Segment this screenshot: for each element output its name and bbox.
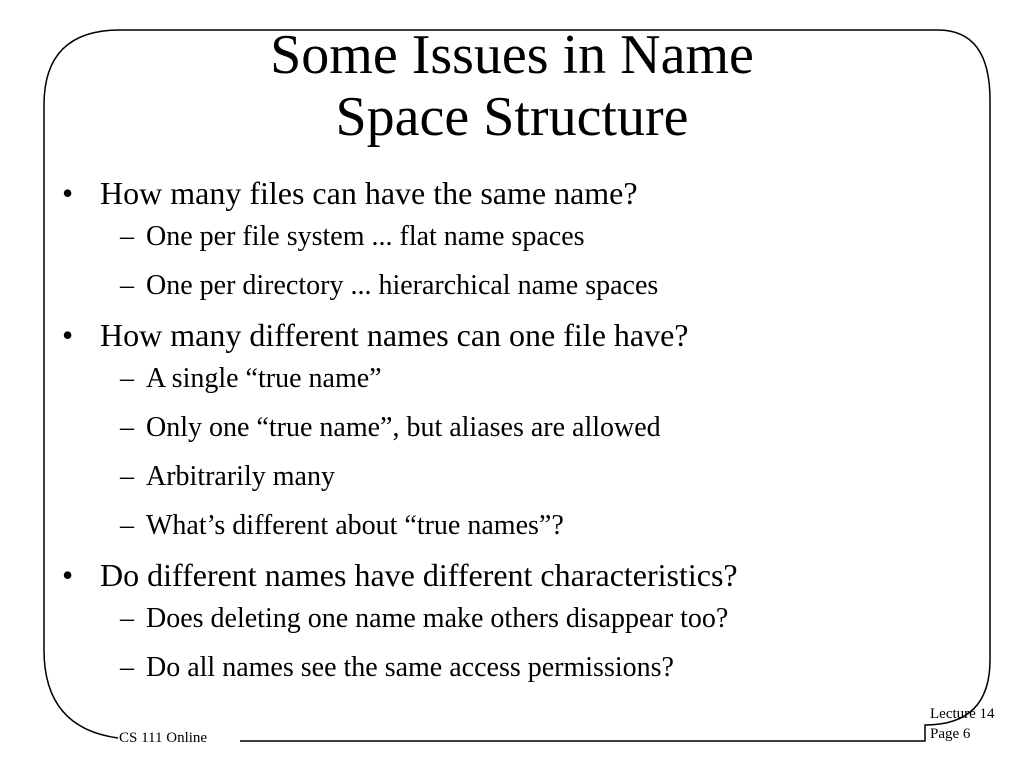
bullet-text: How many different names can one file have? [100,317,689,353]
sub-bullet-item: – One per file system ... flat name spaces [100,218,962,255]
sub-bullet-item: – Do all names see the same access permissions? [100,649,962,686]
sub-bullet-item: – Arbitrarily many [100,458,962,495]
footer-page: Page 6 [930,726,971,742]
bullet-item [62,314,962,544]
slide-title-line-1: Some Issues in Name [270,24,754,86]
sub-bullet-item: – What’s different about “true names”? [100,507,962,544]
footer-course: CS 111 Online [119,730,208,746]
slide-title [0,24,1024,148]
bullet-text: How many files can have the same name? [100,175,638,211]
sub-bullet-list [100,600,962,686]
footer-lecture: Lecture 14 [930,706,995,722]
sub-bullet-list [100,360,962,544]
bullet-list [62,172,962,696]
slide-title-line-2: Space Structure [335,86,689,148]
sub-bullet-item: – Only one “true name”, but aliases are allowed [100,409,962,446]
bullet-item [62,172,962,304]
sub-bullet-item: – A single “true name” [100,360,962,397]
footer-lecture-page [930,704,995,744]
sub-bullet-item: – Does deleting one name make others disappear too? [100,600,962,637]
bullet-item [62,554,962,686]
sub-bullet-item: – One per directory ... hierarchical name spaces [100,267,962,304]
bullet-text: Do different names have different characteristics? [100,557,738,593]
sub-bullet-list [100,218,962,304]
